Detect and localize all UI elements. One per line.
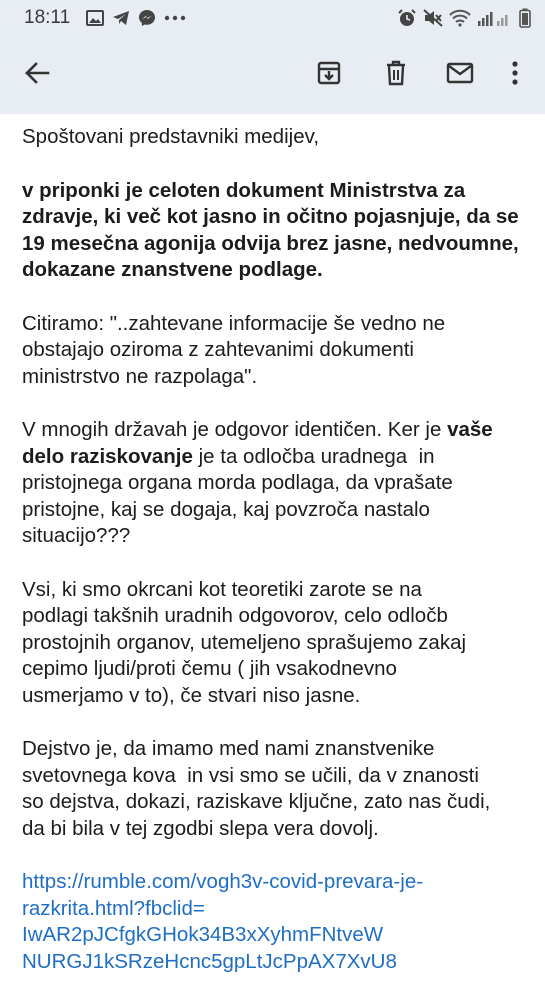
archive-icon: [316, 60, 342, 91]
battery-icon: [519, 8, 531, 28]
telegram-icon: [112, 10, 130, 26]
p4-line: cepimo ljudi/proti čemu ( jih vsakodnevno: [22, 657, 397, 680]
mute-icon: [423, 9, 443, 27]
archive-button[interactable]: [306, 36, 352, 114]
p3-bold-text: delo raziskovanje: [22, 444, 193, 468]
paragraph-1: [22, 178, 527, 284]
delete-button[interactable]: [373, 36, 419, 114]
p3-line: situacijo???: [22, 524, 131, 547]
link-line[interactable]: https://rumble.com/vogh3v-covid-prevara-je-: [22, 870, 424, 893]
p1-line: dokazane znanstvene podlage.: [22, 258, 323, 281]
link-line[interactable]: NURGJ1kSRzeHcnc5gpLtJcPpAX7XvU8: [22, 949, 397, 973]
p4-line: prostojnih organov, utemeljeno sprašujemo zakaj: [22, 630, 467, 654]
back-arrow-icon: [24, 61, 50, 90]
p3-line: [22, 417, 527, 444]
link-line[interactable]: IwAR2pJCfgkGHok34B3xXyhmFNtveW: [22, 923, 384, 946]
rumble-link[interactable]: [22, 869, 527, 975]
p5-line: so dejstva, dokazi, raziskave ključne, zato nas čudi,: [22, 790, 491, 813]
more-dots-icon: [164, 15, 186, 21]
paragraph-4: [22, 577, 527, 710]
link-line[interactable]: razkrita.html?fbclid=: [22, 896, 205, 920]
p4-line: podlagi takšnih uradnih odgovorov, celo odločb: [22, 604, 448, 627]
status-bar: [0, 0, 545, 36]
email-body: [22, 114, 527, 1002]
p4-line: Vsi, ki smo okrcani kot teoretiki zarote se na: [22, 577, 422, 601]
p1-line: zdravje, ki več kot jasno in očitno pojasnjuje, da se: [22, 205, 519, 228]
p5-line: svetovnega kova in vsi smo se učili, da v znanosti: [22, 763, 479, 787]
back-button[interactable]: [14, 36, 60, 114]
paragraph-2: [22, 311, 527, 391]
p3-line: pristojnega organa morda podlaga, da vprašate: [22, 471, 453, 494]
p2-line: Citiramo: "..zahtevane informacije še vedno ne: [22, 311, 446, 335]
overflow-menu-button[interactable]: [498, 36, 532, 114]
p3-text: je ta odločba uradnega in: [192, 444, 435, 468]
wifi-icon: [449, 9, 471, 27]
overflow-menu-icon: [512, 61, 518, 90]
delete-icon: [384, 60, 408, 91]
signal-icon: [477, 9, 513, 27]
paragraph-3: [22, 417, 527, 550]
messenger-icon: [138, 9, 156, 27]
p3-bold-text: vaše: [447, 418, 493, 441]
alarm-icon: [397, 9, 417, 27]
p1-line: 19 mesečna agonija odvija brez jasne, nedvoumne,: [22, 231, 519, 255]
status-right: [397, 8, 531, 28]
greeting-line: Spoštovani predstavniki medijev,: [22, 125, 320, 148]
p5-line: da bi bila v tej zgodbi slepa vera dovolj.: [22, 816, 379, 840]
p5-line: Dejstvo je, da imamo med nami znanstvenike: [22, 737, 435, 760]
email-greeting: [22, 124, 527, 151]
mark-unread-button[interactable]: [437, 36, 483, 114]
p3-line: pristojne, kaj se dogaja, kaj povzroča nastalo: [22, 497, 430, 521]
p2-line: ministrstvo ne razpolaga".: [22, 364, 258, 388]
p4-line: usmerjamo v to), če stvari niso jasne.: [22, 683, 361, 707]
app-bar: [0, 36, 545, 114]
p3-line: [22, 444, 527, 471]
p2-line: obstajajo oziroma z zahtevanimi dokumenti: [22, 338, 414, 361]
mark-unread-icon: [446, 62, 474, 89]
p1-line: v priponki je celoten dokument Ministrstva za: [22, 178, 466, 202]
status-time: 18:11: [24, 7, 71, 28]
p3-text: V mnogih državah je odgovor identičen. Ker je: [22, 418, 448, 441]
paragraph-5: [22, 736, 527, 842]
status-left: [24, 7, 186, 29]
image-icon: [86, 10, 104, 26]
